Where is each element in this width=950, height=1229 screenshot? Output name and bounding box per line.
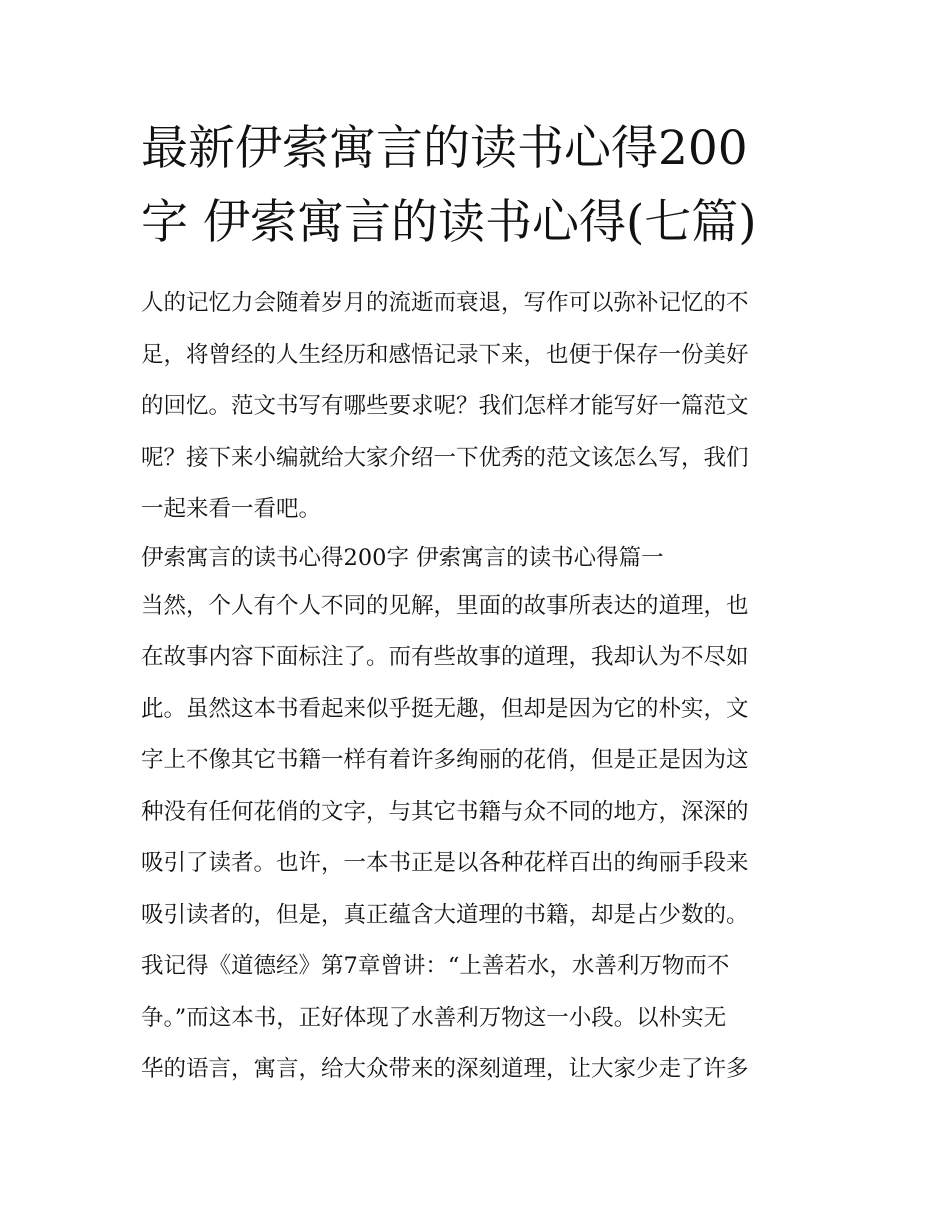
section-line: 在故事内容下面标注了。而有些故事的道理，我却认为不尽如	[141, 644, 749, 670]
section-line: 种没有任何花俏的文字，与其它书籍与众不同的地方，深深的	[141, 798, 749, 825]
intro-line: 一起来看一看吧。	[141, 496, 322, 522]
section-heading: 伊索寓言的读书心得200字 伊索寓言的读书心得篇一	[141, 544, 664, 571]
section-line: 华的语言，寓言，给大众带来的深刻道理，让大家少走了许多	[141, 1056, 749, 1082]
title-line-2: 字 伊索寓言的读书心得(七篇)	[141, 195, 757, 250]
intro-line: 足，将曾经的人生经历和感悟记录下来，也便于保存一份美好	[141, 341, 749, 368]
document-body	[141, 278, 821, 1096]
section-line: 字上不像其它书籍一样有着许多绚丽的花俏，但是正是因为这	[141, 747, 749, 773]
section-paragraph	[141, 581, 821, 1096]
section-line: 吸引了读者。也许，一本书正是以各种花样百出的绚丽手段来	[141, 850, 749, 876]
section-line: 当然，个人有个人不同的见解，里面的故事所表达的道理，也	[141, 592, 749, 619]
intro-line: 的回忆。范文书写有哪些要求呢？我们怎样才能写好一篇范文	[141, 393, 749, 419]
section-line: 争。”而这本书，正好体现了水善利万物这一小段。以朴实无	[141, 1004, 727, 1031]
intro-line: 人的记忆力会随着岁月的流逝而衰退，写作可以弥补记忆的不	[141, 290, 749, 316]
section-line: 此。虽然这本书看起来似乎挺无趣，但却是因为它的朴实，文	[141, 695, 749, 722]
document-title	[141, 112, 821, 260]
section-line: 吸引读者的，但是，真正蕴含大道理的书籍，却是占少数的。	[141, 901, 749, 928]
intro-paragraph	[141, 278, 821, 536]
title-line-1: 最新伊索寓言的读书心得200	[141, 121, 748, 176]
intro-line: 呢？接下来小编就给大家介绍一下优秀的范文该怎么写，我们	[141, 444, 749, 471]
section-line: 我记得《道德经》第7章曾讲：“上善若水，水善利万物而不	[141, 953, 730, 979]
